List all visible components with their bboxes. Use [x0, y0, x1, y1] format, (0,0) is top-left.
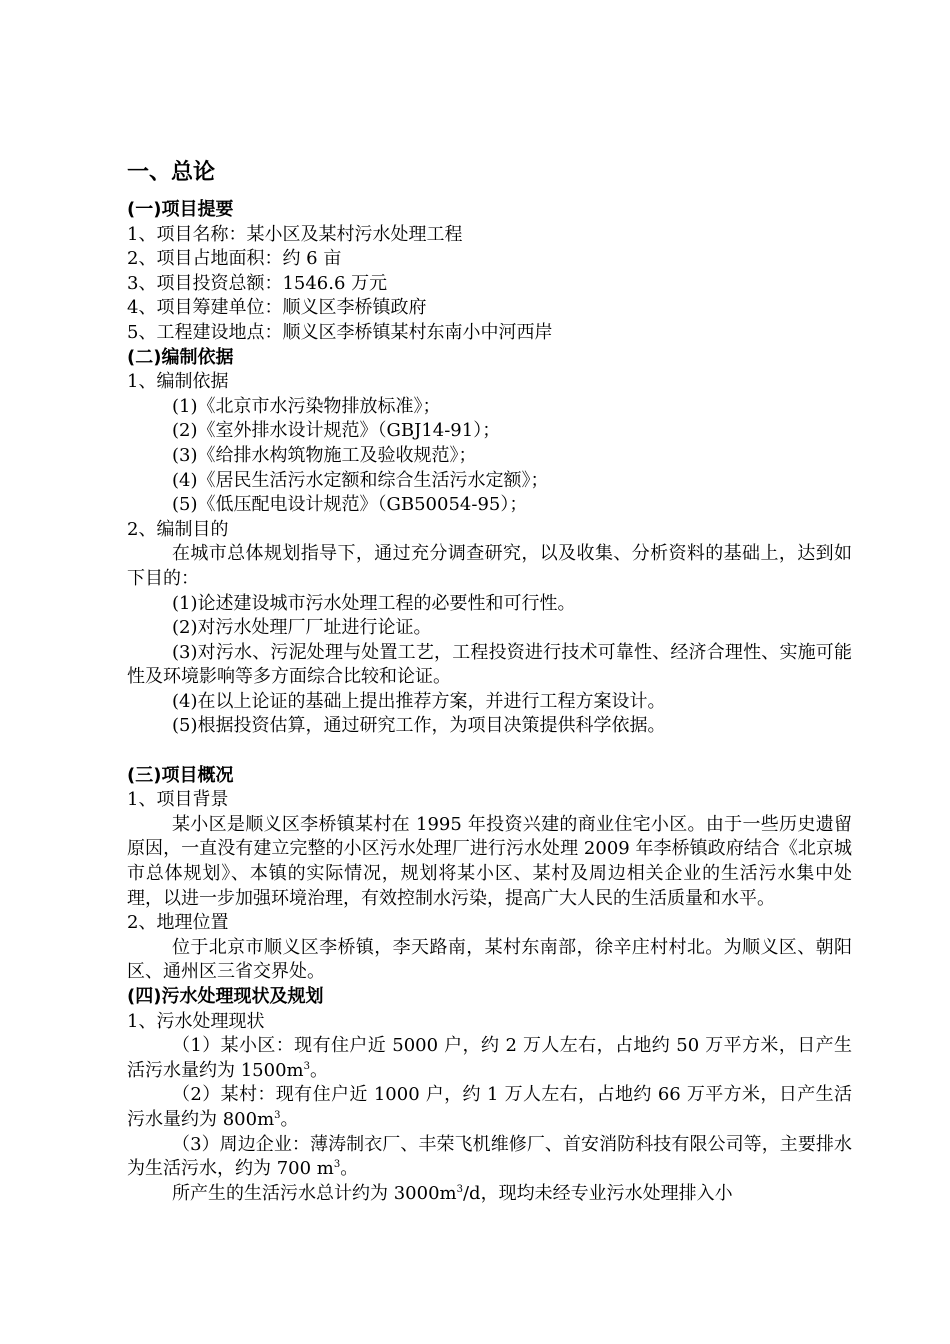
section-heading-basis: (二)编制依据 [127, 346, 234, 368]
document-body [127, 158, 852, 1206]
reference-item: (5)《低压配电设计规范》（GB50054-95）； [172, 494, 528, 516]
summary-item: 4、项目筹建单位：顺义区李桥镇政府 [127, 297, 427, 319]
section-heading-overview: (三)项目概况 [127, 764, 234, 786]
blank-line [127, 739, 852, 764]
status-text: （2）某村：现有住户近 1000 户，约 1 万人左右，占地约 66 万平方米，日产生活污水量约为 800m [127, 1084, 852, 1130]
background-paragraph: 某小区是顺义区李桥镇某村在 1995 年投资兴建的商业住宅小区。由于一些历史遗留原因，一直没有建立完整的小区污水处理厂进行污水处理 2009 年李桥镇政府结合《北京城市总体规划》、本镇的实际情况，规划将某小区、某村及周边相关企业的生活污水集中处理，以进一步加强环境治理，有效控制水污染，提高广大人民的生活质量和水平。 [127, 813, 852, 909]
period: 。 [340, 1158, 359, 1180]
status-paragraph [127, 1083, 852, 1132]
summary-item: 2、项目占地面积：约 6 亩 [127, 248, 342, 270]
summary-item: 3、项目投资总额：1546.6 万元 [127, 272, 388, 294]
purpose-item: (3)对污水、污泥处理与处置工艺，工程投资进行技术可靠性、经济合理性、实施可能性及环境影响等多方面综合比较和论证。 [127, 641, 852, 688]
subheading: 2、编制目的 [127, 518, 229, 540]
purpose-item: (4)在以上论证的基础上提出推荐方案，并进行工程方案设计。 [172, 690, 666, 712]
reference-item: (4)《居民生活污水定额和综合生活污水定额》； [172, 469, 549, 491]
status-text: （3）周边企业：薄涛制衣厂、丰荣飞机维修厂、首安消防科技有限公司等，主要排水为生活污水，约为 700 m [127, 1133, 852, 1180]
purpose-item: (1)论述建设城市污水处理工程的必要性和可行性。 [172, 592, 576, 614]
subheading: 1、编制依据 [127, 371, 229, 393]
superscript: 3 [303, 1060, 310, 1072]
section-heading-status-planning: (四)污水处理现状及规划 [127, 986, 324, 1007]
superscript: 3 [456, 1183, 463, 1195]
chapter-title: 一、总论 [127, 160, 216, 185]
status-text: 所产生的生活污水总计约为 3000m [172, 1182, 457, 1204]
superscript: 3 [333, 1159, 341, 1171]
summary-item: 5、工程建设地点：顺义区李桥镇某村东南小中河西岸 [127, 321, 553, 343]
status-text: （1）某小区：现有住户近 5000 户，约 2 万人左右，占地约 50 万平方米，日产生活污水量约为 1500m [127, 1035, 852, 1081]
reference-item: (1)《北京市水污染物排放标准》； [172, 395, 441, 417]
status-paragraph [127, 1034, 852, 1083]
reference-item: (3)《给排水构筑物施工及验收规范》； [172, 444, 477, 466]
reference-item: (2)《室外排水设计规范》（GBJ14-91）； [172, 420, 501, 442]
purpose-intro-paragraph: 在城市总体规划指导下，通过充分调查研究，以及收集、分析资料的基础上，达到如下目的： [127, 543, 852, 589]
subheading: 1、污水处理现状 [127, 1010, 265, 1032]
period: 。 [309, 1059, 328, 1081]
period: 。 [280, 1108, 299, 1130]
summary-item: 1、项目名称：某小区及某村污水处理工程 [127, 223, 463, 245]
location-paragraph: 位于北京市顺义区李桥镇，李天路南，某村东南部，徐辛庄村村北。为顺义区、朝阳区、通州区三省交界处。 [127, 936, 852, 983]
status-text: /d，现均未经专业污水处理排入小 [462, 1182, 733, 1204]
status-paragraph [127, 1182, 852, 1207]
status-paragraph [127, 1133, 852, 1182]
subheading: 2、地理位置 [127, 912, 229, 934]
purpose-item: (2)对污水处理厂厂址进行论证。 [172, 617, 432, 639]
purpose-item: (5)根据投资估算，通过研究工作，为项目决策提供科学依据。 [172, 715, 666, 737]
superscript: 3 [274, 1109, 281, 1121]
subheading: 1、项目背景 [127, 789, 229, 811]
section-heading-project-summary: (一)项目提要 [127, 199, 234, 220]
